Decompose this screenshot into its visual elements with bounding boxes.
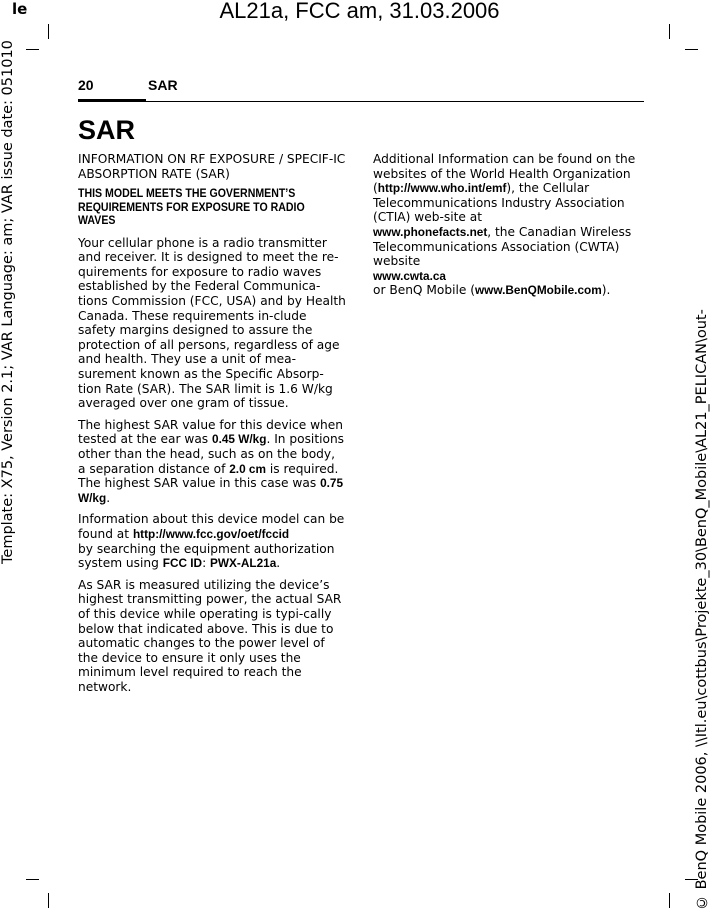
who-link[interactable]: http://www.who.int/emf (377, 181, 507, 196)
fcc-link[interactable]: http://www.fcc.gov/oet/fccid (132, 526, 290, 541)
running-head-title: SAR (148, 77, 178, 93)
copyright-vertical: © BenQ Mobile 2006, \\Itl.eu\cottbus\Projekte_30\BenQ_Mobile\AL21_PELICAN\out- (694, 309, 710, 910)
sar-value-body: 0.75 W/kg (78, 476, 344, 505)
fcc-id-label: FCC ID (162, 556, 203, 571)
paragraph-sar-info: Your cellular phone is a radio transmitter and receiver. It is designed to meet the re-quirements for exposure to radio waves established by the Federal Communica-tions Commission (FCC, USA) and by Health Canada. These requirements in-clude safety margins designed to assure the protection of all persons, regardless of age and health. They use a unit of mea-surement known as the Specific Absorp-tion Rate (SAR). The SAR limit is 1.6 W/kg averaged over one gram of tissue. (78, 235, 346, 411)
ctia-link[interactable]: www.phonefacts.net (373, 224, 488, 239)
crop-mark (669, 893, 670, 908)
corner-label: le (12, 0, 28, 18)
sar-value-ear: 0.45 W/kg (212, 432, 267, 447)
page-number: 20 (78, 77, 94, 93)
running-head (78, 77, 644, 103)
paragraph-power: As SAR is measured utilizing the device’s highest transmitting power, the actual SAR of this device while operating is typi-cally below that indicated above. This is due to automatic changes to the power level of the device to ensure it only uses the minimum level required to reach the network. (78, 577, 342, 694)
template-info-vertical: Template: X75, Version 2.1; VAR Language: am; VAR issue date: 051010 (0, 40, 16, 564)
paragraph-fcc: Information about this device model can be found at http://www.fcc.gov/oet/fccid by searching the equipment authorization system using FCC ID: PWX-AL21a. (78, 512, 345, 571)
page-header-title: AL21a, FCC am, 31.03.2006 (219, 0, 500, 23)
intro-text: INFORMATION ON RF EXPOSURE / SPECIF-IC ABSORPTION RATE (SAR) (78, 152, 346, 181)
crop-mark (669, 24, 670, 39)
header-rule (78, 101, 644, 102)
section-heading: SAR (78, 115, 136, 145)
paragraph-additional-info: Additional Information can be found on the websites of the World Health Organization (http://www.who.int/emf), the Cellular Telecommunications Industry Association (CTIA) web-site at www.phonefacts.net, the Canadian Wireless Telecommunications Association (CWTA) website www.cwta.ca or BenQ Mobile (www.BenQMobile.com). (373, 152, 636, 298)
paragraph-sar-values: The highest SAR value for this device when tested at the ear was 0.45 W/kg. In positions other than the head, such as on the body, a separation distance of 2.0 cm is required. The highest SAR value in this case was 0.75 W/kg. (78, 417, 345, 505)
crop-mark (48, 24, 49, 39)
crop-mark (26, 49, 39, 50)
column-right (373, 152, 641, 305)
crop-mark (26, 879, 39, 880)
caps-statement: THIS MODEL MEETS THE GOVERNMENT’S REQUIREMENTS FOR EXPOSURE TO RADIO WAVES (78, 188, 305, 228)
cwta-link[interactable]: www.cwta.ca (373, 268, 446, 283)
fcc-id-value: PWX-AL21a (210, 556, 277, 571)
column-left (78, 152, 346, 702)
crop-mark (48, 893, 49, 908)
separation-distance: 2.0 cm (229, 461, 266, 476)
crop-mark (685, 49, 698, 50)
benq-link[interactable]: www.BenQMobile.com (475, 283, 602, 298)
